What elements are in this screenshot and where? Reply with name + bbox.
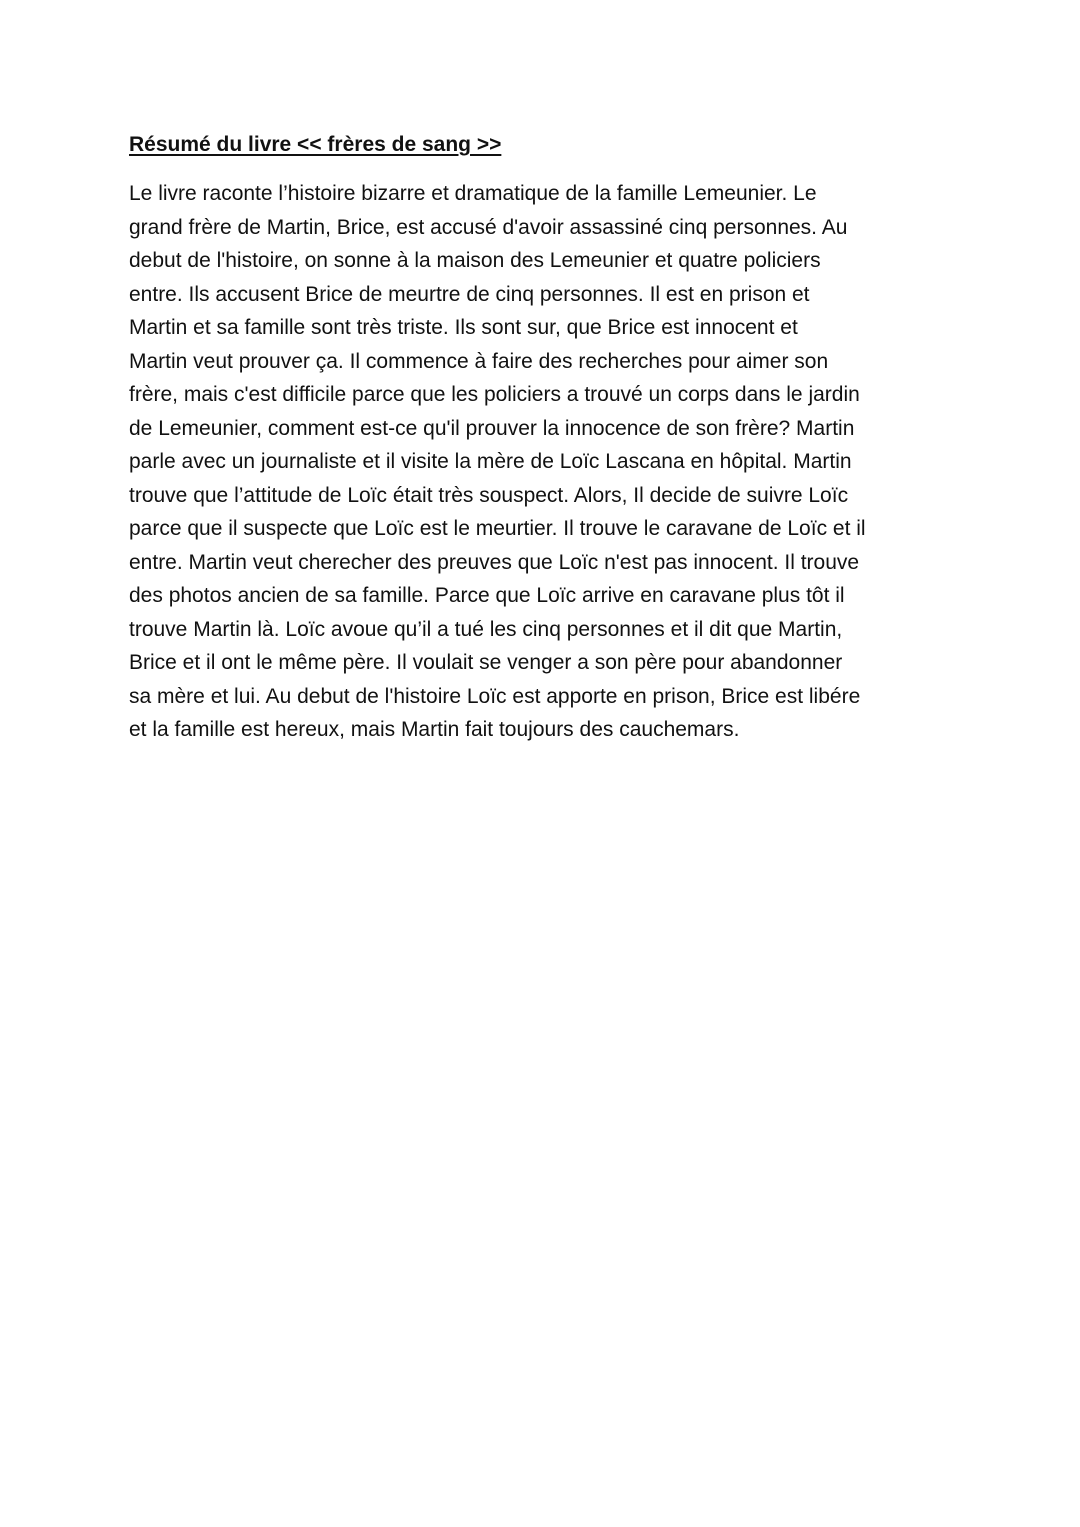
paragraph-line: parle avec un journaliste et il visite la mère de Loïc Lascana en hôpital. Martin [129,450,852,473]
paragraph-line: grand frère de Martin, Brice, est accusé d'avoir assassiné cinq personnes. Au [129,215,848,239]
paragraph-line: Martin veut prouver ça. Il commence à faire des recherches pour aimer son [129,349,829,373]
paragraph-line: sa mère et lui. Au debut de l'histoire Loïc est apporte en prison, Brice est libére [129,684,861,708]
paragraph-line: Martin et sa famille sont très triste. Ils sont sur, que Brice est innocent et [129,316,798,339]
paragraph-line: et la famille est hereux, mais Martin fait toujours des cauchemars. [129,718,740,741]
paragraph-line: frère, mais c'est difficile parce que les policiers a trouvé un corps dans le jardin [129,383,860,406]
document-content [129,128,969,747]
paragraph-line: parce que il suspecte que Loïc est le meurtier. Il trouve le caravane de Loïc et il [129,517,866,540]
paragraph-line: debut de l'histoire, on sonne à la maison des Lemeunier et quatre policiers [129,249,821,272]
paragraph-line: trouve que l’attitude de Loïc était très souspect. Alors, Il decide de suivre Loïc [129,483,849,507]
paragraph-line: entre. Ils accusent Brice de meurtre de cinq personnes. Il est en prison et [129,282,810,306]
paragraph-line: Le livre raconte l’histoire bizarre et dramatique de la famille Lemeunier. Le [129,182,817,205]
summary-paragraph [129,177,969,747]
paragraph-line: de Lemeunier, comment est-ce qu'il prouver la innocence de son frère? Martin [129,416,855,440]
document-title: Résumé du livre << frères de sang >> [129,133,502,156]
paragraph-line: des photos ancien de sa famille. Parce que Loïc arrive en caravane plus tôt il [129,584,845,607]
paragraph-line: Brice et il ont le même père. Il voulait se venger a son père pour abandonner [129,651,843,674]
paragraph-line: trouve Martin là. Loïc avoue qu’il a tué les cinq personnes et il dit que Martin, [129,617,843,641]
paragraph-line: entre. Martin veut cherecher des preuves que Loïc n'est pas innocent. Il trouve [129,550,860,574]
